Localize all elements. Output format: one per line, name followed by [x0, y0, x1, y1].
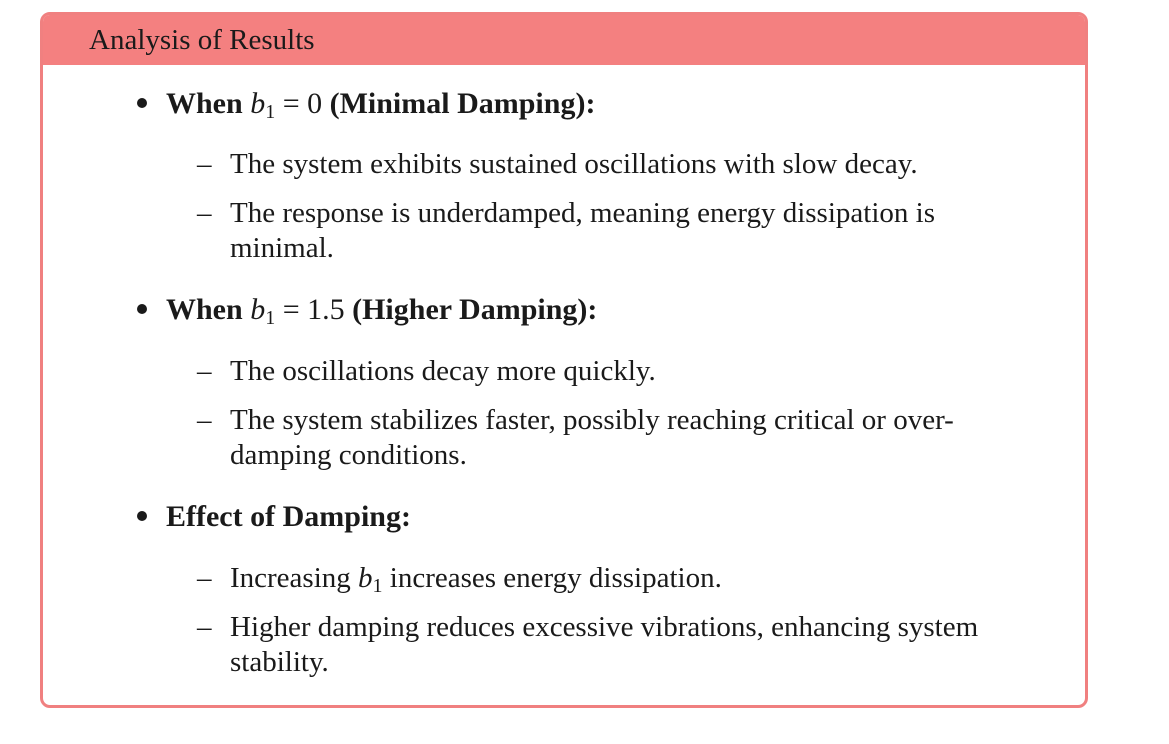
dash-marker: – [197, 197, 212, 229]
sub-item-text: Higher damping reduces excessive vibrations, enhancing system stability. [230, 611, 979, 678]
bullet-heading-minimal-damping [137, 87, 595, 121]
sub-item [197, 561, 1027, 596]
bullet-dot-icon [137, 304, 147, 314]
sub-item [197, 403, 1027, 473]
heading-suffix: (Higher Damping): [344, 293, 598, 326]
heading-prefix: Effect of Damping: [166, 500, 411, 533]
sub-item-text: The system exhibits sustained oscillations with slow decay. [230, 148, 918, 180]
math-expression: $b_1 = 1.5$ [250, 293, 345, 329]
dash-marker: – [197, 355, 212, 387]
dash-marker: – [197, 404, 212, 436]
box-title: Analysis of Results [89, 23, 315, 56]
sub-item [197, 610, 1027, 680]
math-expression: $b_1$ [358, 562, 383, 597]
heading-prefix: When [166, 293, 251, 326]
bullet-dot-icon [137, 98, 147, 108]
dash-marker: – [197, 611, 212, 643]
bullet-dot-icon [137, 511, 147, 521]
heading-suffix: (Minimal Damping): [322, 87, 596, 120]
sub-item-text: The response is underdamped, meaning energy dissipation is minimal. [230, 197, 935, 264]
sub-item-text: Increasing $b_1$ increases energy dissipation. [230, 562, 722, 597]
sub-item [197, 354, 1027, 389]
math-expression: $b_1 = 0$ [250, 87, 323, 123]
sub-item [197, 196, 1017, 266]
sub-item [197, 147, 1027, 182]
heading-prefix: When [166, 87, 251, 120]
analysis-box [40, 12, 1088, 708]
dash-marker: – [197, 148, 212, 180]
dash-marker: – [197, 562, 212, 594]
sub-item-text: The system stabilizes faster, possibly reaching critical or over-damping conditions. [230, 404, 954, 471]
bullet-heading-effect-of-damping [137, 500, 411, 534]
sub-item-text: The oscillations decay more quickly. [230, 355, 656, 387]
bullet-heading-higher-damping [137, 293, 597, 327]
box-header [43, 15, 1085, 65]
